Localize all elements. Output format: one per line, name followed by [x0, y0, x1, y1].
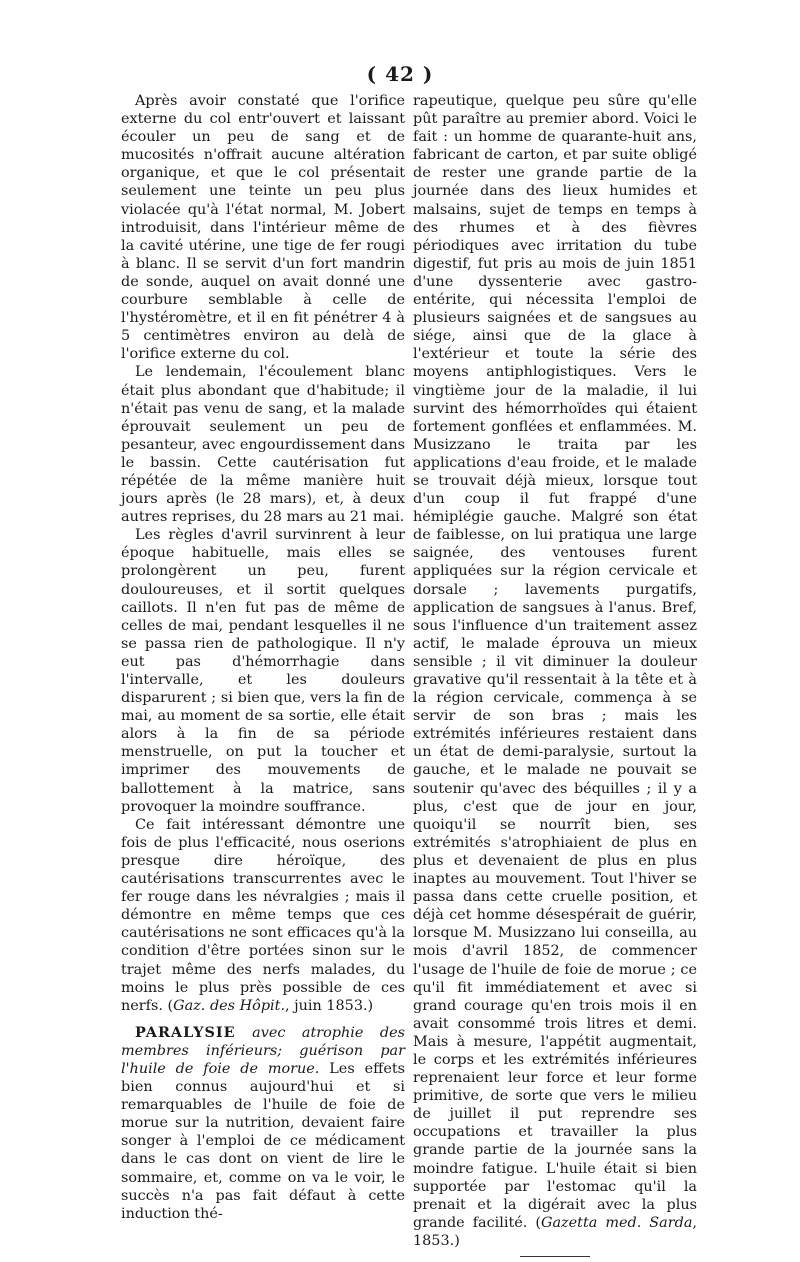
left-column — [121, 92, 405, 1223]
section-title: avec atrophie des membres inférieurs; guérison par l'huile de foie de morue. — [121, 1024, 405, 1077]
paragraph: Après avoir constaté que l'orifice externe du col entr'ouvert et laissant écouler un peu de sang et de mucosités n'offrait aucune altération organique, et que le col présentait seulement une teinte un peu plus violacée qu'à l'état normal, M. Jobert introduisit, dans l'intérieur même de la cavité utérine, une tige de fer rougi à blanc. Il se servit d'un fort mandrin de sonde, auquel on avait donné une courbure semblable à celle de l'hystéromètre, et il en fit pénétrer 4 à 5 centimètres environ au delà de l'orifice externe du col. — [121, 93, 405, 363]
paragraph: Le lendemain, l'écoulement blanc était plus abondant que d'habitude; il n'était pas venu de sang, et la malade éprouvait seulement un peu de pesanteur, avec engourdissement dans le bassin. Cette cautérisation fut répétée de la même manière huit jours après (le 28 mars), et, à deux autres reprises, du 28 mars au 21 mai. — [121, 364, 405, 526]
end-rule — [520, 1256, 590, 1257]
paragraph — [413, 92, 697, 1250]
citation-end: , juin 1853.) — [285, 997, 374, 1014]
citation: Gaz. des Hôpit. — [173, 997, 286, 1014]
paragraph-text: rapeutique, quelque peu sûre qu'elle pût paraître au premier abord. Voici le fait : un homme de quarante-huit ans, fabricant de carton, et par suite obligé de rester une grande partie de la journée dans des lieux humides et malsains, sujet de temps en temps à des rhumes et à des fièvres périodiques avec irritation du tube digestif, fut pris au mois de juin 1851 d'une dyssenterie avec gastro-entérite, qui nécessita l'emploi de plusieurs saignées et de sangsues au siége, ainsi que de la glace à l'extérieur et toute la série des moyens antiphlogistiques. Vers le vingtième jour de la maladie, il lui survint des hémorrhoïdes qui étaient fortement gonflées et enflammées. M. Musizzano le traita par les applications d'eau froide, et le malade se trouvait déjà mieux, lorsque tout d'un coup il fut frappé d'une hémiplégie gauche. Malgré son état de faiblesse, on lui pratiqua une large saignée, des ventouses furent appliquées sur la région cervicale et dorsale ; lavements purgatifs, application de sangsues à l'anus. Bref, sous l'influence d'un traitement assez actif, le malade éprouva un mieux sensible ; il vit diminuer la douleur gravative qu'il ressentait à la tête et à la région cervicale, commença à se servir de son bras ; mais les extrémités inférieures restaient dans un état de demi-paralysie, surtout la gauche, et le malade ne pouvait se soutenir qu'avec des béquilles ; il y a plus, c'est que de jour en jour, quoiqu'il se nourrît bien, ses extrémités s'atrophiaient de plus en plus et devenaient de plus en plus inaptes au mouvement. Tout l'hiver se passa dans cette cruelle position, et déjà cet homme désespérait de guérir, lorsque M. Musizzano lui conseilla, au mois d'avril 1852, de commencer l'usage de l'huile de foie de morue ; ce qu'il fit immédiatement et avec si grand courage qu'en trois mois il en avait consommé trois litres et demi. Mais à mesure, l'appétit augmentait, le corps et les extrémités inférieures reprenaient leur force et leur forme primitive, de sorte que vers le milieu de juillet il put reprendre ses occupations et travailler la plus grande partie de la journée sans la moindre fatigue. L'huile était si bien supportée par l'estomac qu'il la prenait et la digérait avec la plus grande facilité. ( — [413, 93, 697, 1231]
paragraph-text: Ce fait intéressant démontre une fois de plus l'efficacité, nous oserions presque dire héroïque, des cautérisations transcurrentes avec le fer rouge dans les névralgies ; mais il démontre en même temps que ces cautérisations ne sont efficaces qu'à la condition d'être portées sinon sur le trajet même des nerfs malades, du moins le plus près possible de ces nerfs. ( — [121, 816, 405, 1014]
citation-end: , 1853.) — [413, 1214, 697, 1249]
paragraph — [121, 816, 405, 1015]
paragraph-text: Les effets bien connus aujourd'hui et si remarquables de l'huile de foie de morue sur la nutrition, devaient faire songer à l'emploi de ce médicament dans le cas dont on vient de lire le sommaire, et, comme on va le voir, le succès n'a pas fait défaut à cette induction thé- — [121, 1060, 405, 1222]
page-number: ( 42 ) — [366, 62, 434, 86]
paragraph: Les règles d'avril survinrent à leur époque habituelle, mais elles se prolongèrent un peu, furent douloureuses, et il sortit quelques caillots. Il n'en fut pas de même de celles de mai, pendant lesquelles il ne se passa rien de pathologique. Il n'y eut pas d'hémorrhagie dans l'intervalle, et les douleurs disparurent ; si bien que, vers la fin de mai, au moment de sa sortie, elle était alors à la fin de sa période menstruelle, on put la toucher et imprimer des mouvements de ballottement à la matrice, sans provoquer la moindre souffrance. — [121, 527, 405, 815]
citation: Gazetta med. Sarda — [540, 1214, 693, 1231]
section-paragraph — [121, 1024, 405, 1223]
right-column — [413, 92, 697, 1257]
section-heading: PARALYSIE — [135, 1023, 236, 1041]
